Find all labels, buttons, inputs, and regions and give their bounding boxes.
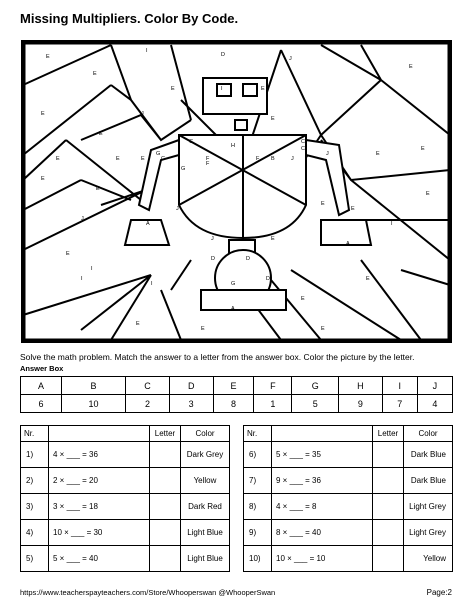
region-letter-label: E (171, 86, 175, 92)
header-color: Color (404, 426, 453, 442)
region-letter-label: G (231, 281, 236, 287)
region-letter-label: I (91, 266, 93, 272)
region-letter-label: A (146, 221, 150, 227)
problem-color: Yellow (181, 468, 230, 494)
letter-input[interactable] (373, 468, 404, 494)
region-letter-label: D (211, 256, 215, 262)
region-letter-label: E (351, 206, 355, 212)
answer-letter-cell: H (339, 377, 383, 395)
instructions: Solve the math problem. Match the answer to a letter from the answer box. Color the picture by the letter. (20, 352, 415, 362)
region-letter-label: D (266, 276, 270, 282)
letter-input[interactable] (150, 468, 181, 494)
answer-box-letters-row (21, 377, 453, 395)
region-letter-label: G (181, 166, 186, 172)
region-letter-label: E (321, 326, 325, 332)
problem-number: 7) (244, 468, 272, 494)
region-letter-label: I (146, 48, 148, 54)
answer-letter-cell: I (382, 377, 417, 395)
region-letter-label: E (46, 54, 50, 60)
answer-value-cell: 5 (292, 395, 339, 413)
region-letter-label: C (189, 139, 193, 145)
region-letter-label: H (231, 143, 235, 149)
answer-box-table (20, 376, 453, 413)
problem-equation: 8 × ___ = 40 (272, 520, 373, 546)
footer-url: https://www.teacherspayteachers.com/Store/Whooperswan @WhooperSwan (20, 588, 276, 597)
problem-equation: 10 × ___ = 30 (49, 520, 150, 546)
region-letter-label: A (231, 306, 235, 312)
region-letter-label: J (81, 216, 84, 222)
region-letter-label: E (321, 201, 325, 207)
problem-row (244, 546, 453, 572)
problem-number: 3) (21, 494, 49, 520)
region-letter-label: D (246, 256, 250, 262)
region-letter-label: E (116, 156, 120, 162)
problem-equation: 10 × ___ = 10 (272, 546, 373, 572)
problem-row (21, 494, 230, 520)
problem-equation: 2 × ___ = 20 (49, 468, 150, 494)
region-letter-label: C (301, 139, 305, 145)
header-color: Color (181, 426, 230, 442)
answer-value-cell: 7 (382, 395, 417, 413)
problem-color: Dark Grey (181, 442, 230, 468)
problem-equation: 9 × ___ = 36 (272, 468, 373, 494)
header-equation (272, 426, 373, 442)
problems-table-left (20, 425, 230, 572)
letter-input[interactable] (150, 546, 181, 572)
problem-number: 4) (21, 520, 49, 546)
problem-number: 1) (21, 442, 49, 468)
problem-color: Dark Blue (404, 442, 453, 468)
region-letter-label: A (346, 241, 350, 247)
header-nr: Nr. (244, 426, 272, 442)
region-letter-label: C (301, 146, 305, 152)
region-letter-label: E (141, 156, 145, 162)
page-number: Page:2 (426, 588, 452, 597)
region-letter-label: E (271, 236, 275, 242)
problem-equation: 5 × ___ = 35 (272, 442, 373, 468)
region-letter-label: E (271, 116, 275, 122)
answer-letter-cell: G (292, 377, 339, 395)
answer-box-label: Answer Box (20, 364, 64, 373)
letter-input[interactable] (150, 494, 181, 520)
answer-letter-cell: A (21, 377, 62, 395)
problem-color: Yellow (404, 546, 453, 572)
answer-letter-cell: F (254, 377, 292, 395)
answer-letter-cell: E (213, 377, 254, 395)
region-letter-label: J (176, 206, 179, 212)
answer-value-cell: 3 (169, 395, 213, 413)
region-letter-label: E (93, 71, 97, 77)
answer-value-cell: 9 (339, 395, 383, 413)
worksheet-title: Missing Multipliers. Color By Code. (20, 11, 239, 26)
letter-input[interactable] (150, 442, 181, 468)
region-letter-label: D (221, 52, 225, 58)
header-letter: Letter (150, 426, 181, 442)
problem-row (21, 520, 230, 546)
problem-row (244, 494, 453, 520)
region-letter-label: E (99, 131, 103, 137)
answer-letter-cell: J (417, 377, 452, 395)
answer-letter-cell: D (169, 377, 213, 395)
region-letter-label: E (409, 64, 413, 70)
answer-box-values-row (21, 395, 453, 413)
header-letter: Letter (373, 426, 404, 442)
problem-color: Dark Red (181, 494, 230, 520)
region-letter-label: I (151, 281, 153, 287)
region-letter-label: E (301, 296, 305, 302)
region-letter-label: E (261, 86, 265, 92)
problem-equation: 3 × ___ = 18 (49, 494, 150, 520)
problem-row (244, 442, 453, 468)
answer-value-cell: 4 (417, 395, 452, 413)
letter-input[interactable] (373, 520, 404, 546)
problems-table-right (243, 425, 453, 572)
region-letter-label: J (141, 111, 144, 117)
answer-value-cell: 8 (213, 395, 254, 413)
region-letter-label: I (81, 276, 83, 282)
region-letter-label: E (66, 251, 70, 257)
problem-row (21, 546, 230, 572)
problem-equation: 4 × ___ = 36 (49, 442, 150, 468)
problem-number: 10) (244, 546, 272, 572)
problem-equation: 5 × ___ = 40 (49, 546, 150, 572)
problem-number: 5) (21, 546, 49, 572)
region-letter-label: E (96, 186, 100, 192)
problem-row (244, 468, 453, 494)
problem-row (244, 520, 453, 546)
answer-value-cell: 6 (21, 395, 62, 413)
answer-letter-cell: B (61, 377, 125, 395)
region-letter-label: J (289, 56, 292, 62)
region-letter-label: I (221, 86, 223, 92)
problem-number: 9) (244, 520, 272, 546)
problem-row (21, 442, 230, 468)
region-letter-label: C (161, 156, 165, 162)
region-letter-label: I (391, 221, 393, 227)
region-letter-label: F (206, 156, 210, 162)
problem-number: 8) (244, 494, 272, 520)
header-equation (49, 426, 150, 442)
region-letter-label: E (41, 111, 45, 117)
region-letter-label: B (271, 156, 275, 162)
region-letter-label: F (256, 156, 260, 162)
region-letter-label: J (211, 236, 214, 242)
letter-input[interactable] (373, 442, 404, 468)
problem-color: Light Grey (404, 520, 453, 546)
problem-color: Dark Blue (404, 468, 453, 494)
region-letter-label: J (326, 151, 329, 157)
region-letter-label: E (41, 176, 45, 182)
letter-input[interactable] (150, 520, 181, 546)
answer-value-cell: 1 (254, 395, 292, 413)
problem-number: 6) (244, 442, 272, 468)
region-letter-label: F (206, 161, 210, 167)
region-letter-label: J (291, 156, 294, 162)
problem-color: Light Blue (181, 546, 230, 572)
problem-row (21, 468, 230, 494)
region-letter-label: E (366, 276, 370, 282)
region-letter-label: E (376, 151, 380, 157)
problem-equation: 4 × ___ = 8 (272, 494, 373, 520)
answer-letter-cell: C (126, 377, 170, 395)
answer-value-cell: 2 (126, 395, 170, 413)
problem-color: Light Grey (404, 494, 453, 520)
region-letter-label: E (136, 321, 140, 327)
region-letter-label: E (201, 326, 205, 332)
region-letter-label: E (56, 156, 60, 162)
region-letter-label: G (156, 151, 161, 157)
header-nr: Nr. (21, 426, 49, 442)
region-letter-label: E (426, 191, 430, 197)
problem-color: Light Blue (181, 520, 230, 546)
problem-number: 2) (21, 468, 49, 494)
region-letter-label: E (421, 146, 425, 152)
answer-value-cell: 10 (61, 395, 125, 413)
color-by-code-picture (21, 40, 452, 343)
letter-input[interactable] (373, 494, 404, 520)
letter-input[interactable] (373, 546, 404, 572)
